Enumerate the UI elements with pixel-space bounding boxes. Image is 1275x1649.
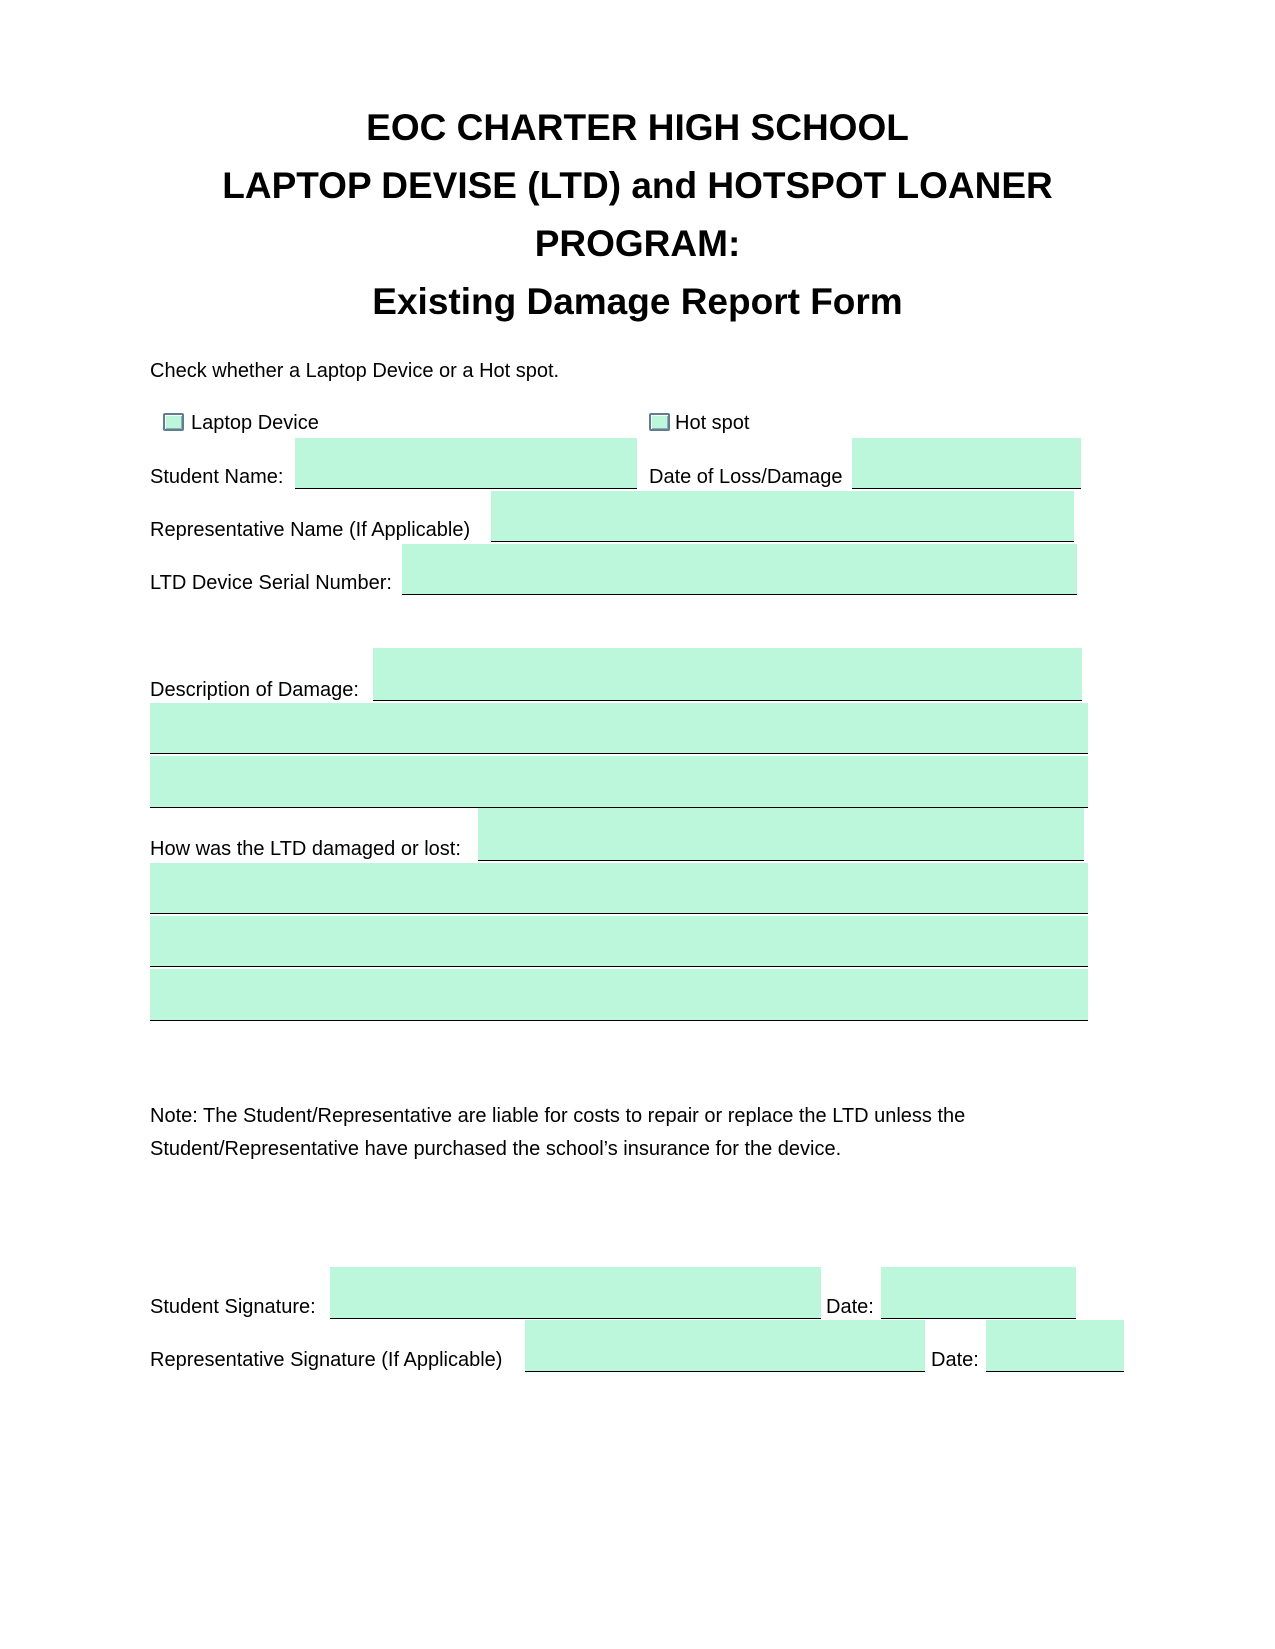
laptop-device-checkbox[interactable]	[163, 413, 184, 431]
form-title: Existing Damage Report Form	[372, 281, 903, 322]
program-title-line1: LAPTOP DEVISE (LTD) and HOTSPOT LOANER	[222, 165, 1053, 206]
description-field-line3[interactable]	[150, 756, 1088, 808]
how-damaged-label: How was the LTD damaged or lost:	[150, 838, 461, 860]
hotspot-label: Hot spot	[675, 412, 750, 434]
how-damaged-field-line1[interactable]	[478, 808, 1084, 861]
student-name-field[interactable]	[295, 438, 637, 489]
representative-signature-label: Representative Signature (If Applicable)	[150, 1349, 503, 1371]
school-title: EOC CHARTER HIGH SCHOOL	[366, 107, 909, 148]
student-date-label: Date:	[826, 1296, 874, 1318]
description-field-line2[interactable]	[150, 703, 1088, 754]
student-signature-field[interactable]	[330, 1267, 821, 1319]
note-line2: Student/Representative have purchased the school’s insurance for the device.	[150, 1138, 842, 1160]
program-title-line2: PROGRAM:	[534, 223, 741, 264]
instruction-text: Check whether a Laptop Device or a Hot spot.	[150, 360, 560, 382]
representative-name-label: Representative Name (If Applicable)	[150, 519, 471, 541]
how-damaged-field-line2[interactable]	[150, 863, 1088, 914]
how-damaged-field-line4[interactable]	[150, 969, 1088, 1021]
student-name-label: Student Name:	[150, 466, 284, 488]
serial-number-field[interactable]	[402, 544, 1077, 595]
serial-number-label: LTD Device Serial Number:	[150, 572, 392, 594]
laptop-device-label: Laptop Device	[191, 412, 319, 434]
date-of-loss-field[interactable]	[852, 438, 1081, 489]
how-damaged-field-line3[interactable]	[150, 916, 1088, 967]
student-signature-label: Student Signature:	[150, 1296, 316, 1318]
description-field-line1[interactable]	[373, 648, 1082, 701]
representative-signature-field[interactable]	[525, 1320, 925, 1372]
representative-date-label: Date:	[931, 1349, 979, 1371]
hotspot-checkbox[interactable]	[649, 413, 670, 431]
date-of-loss-label: Date of Loss/Damage	[649, 466, 843, 488]
student-date-field[interactable]	[881, 1267, 1076, 1319]
note-line1: Note: The Student/Representative are liable for costs to repair or replace the LTD unless the	[150, 1105, 966, 1127]
representative-name-field[interactable]	[491, 491, 1074, 542]
representative-date-field[interactable]	[986, 1320, 1124, 1372]
description-label: Description of Damage:	[150, 679, 359, 701]
